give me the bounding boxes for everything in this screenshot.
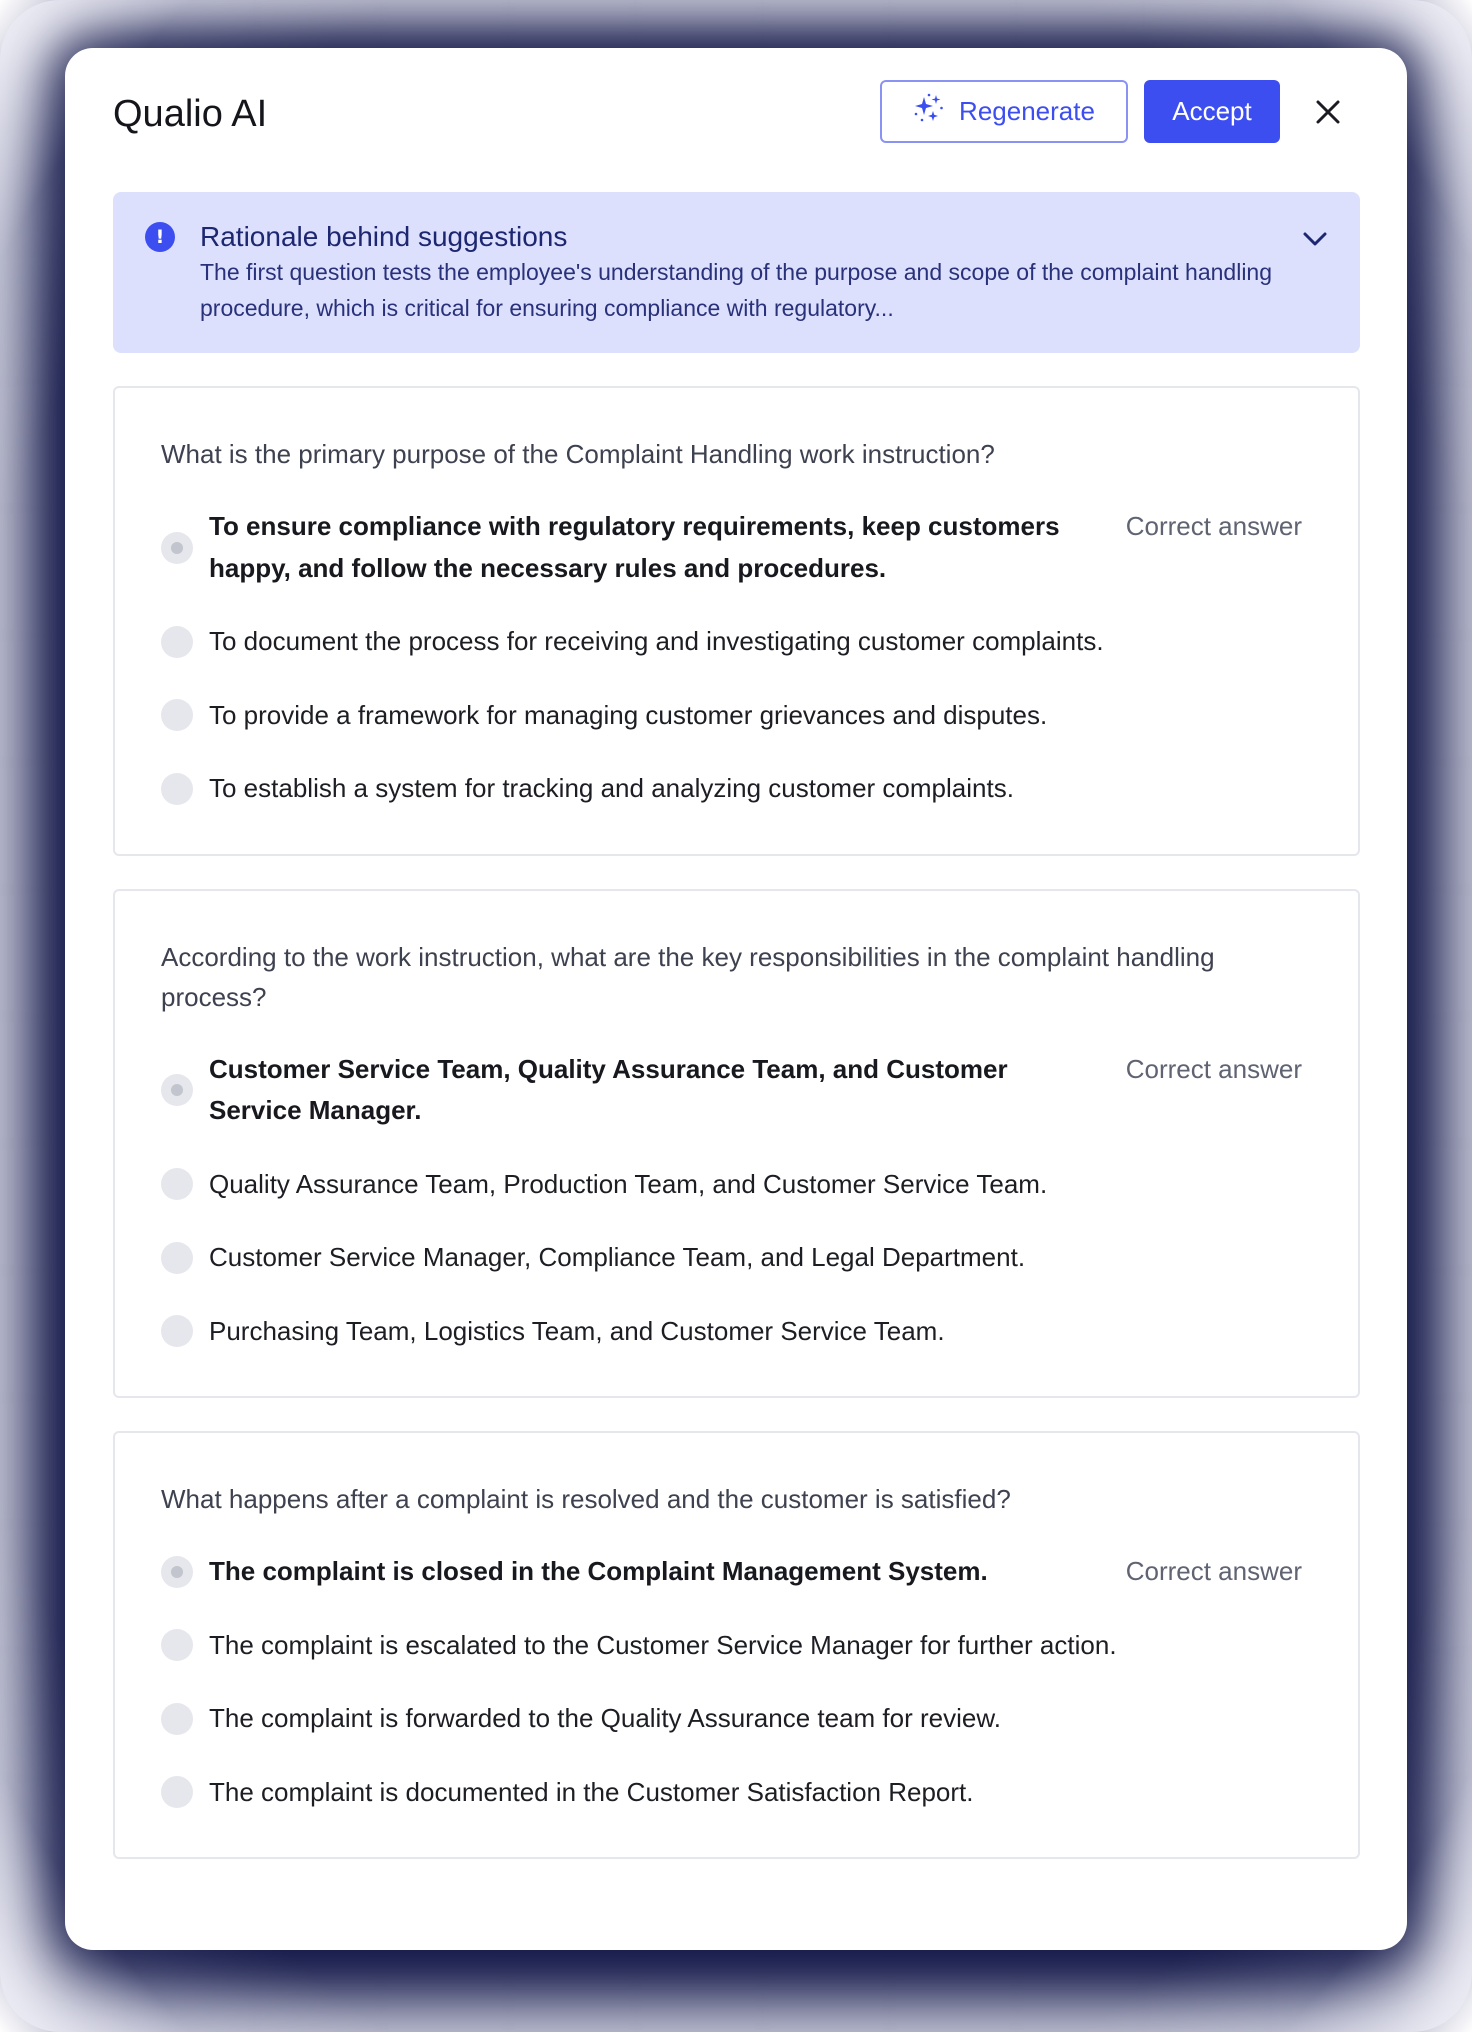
regenerate-label: Regenerate: [959, 96, 1095, 126]
radio-button[interactable]: [161, 699, 193, 731]
option-text: The complaint is escalated to the Customer Service Manager for further action.: [209, 1629, 1117, 1660]
answer-option[interactable]: [161, 1311, 1302, 1353]
answer-option[interactable]: [161, 695, 1302, 737]
question-card: [113, 889, 1360, 1399]
banner-title: Rationale behind suggestions: [200, 221, 568, 252]
question-text: According to the work instruction, what are the key responsibilities in the complaint handling process?: [161, 941, 1215, 1012]
question-text: What happens after a complaint is resolved and the customer is satisfied?: [161, 1484, 1011, 1514]
answer-option-correct[interactable]: [161, 1551, 1302, 1593]
radio-button[interactable]: [161, 1556, 193, 1588]
close-icon: [1313, 97, 1343, 127]
radio-button[interactable]: [161, 773, 193, 805]
answer-option[interactable]: [161, 1625, 1302, 1667]
radio-dot: [171, 542, 183, 554]
option-text: The complaint is documented in the Customer Satisfaction Report.: [209, 1776, 974, 1807]
rationale-banner: [113, 192, 1360, 353]
question-card: [113, 386, 1360, 856]
radio-button[interactable]: [161, 532, 193, 564]
correct-answer-label: Correct answer: [1125, 1556, 1302, 1586]
answer-options: [161, 506, 1302, 810]
modal-header: [65, 48, 1407, 178]
modal-title: Qualio AI: [113, 93, 268, 135]
option-text: Customer Service Team, Quality Assurance Team, and Customer Service Manager.: [209, 1053, 1008, 1125]
question-list: [113, 386, 1360, 1859]
option-text: The complaint is closed in the Complaint Management System.: [209, 1556, 988, 1586]
option-text: Customer Service Manager, Compliance Team, and Legal Department.: [209, 1242, 1026, 1272]
radio-button[interactable]: [161, 1242, 193, 1274]
sparkles-icon: [913, 92, 945, 131]
qualio-ai-modal: [65, 48, 1407, 1950]
radio-button[interactable]: [161, 1703, 193, 1735]
chevron-down-icon[interactable]: [1300, 228, 1330, 250]
option-text: To ensure compliance with regulatory requirements, keep customers happy, and follow the necessary rules and procedures.: [209, 511, 1060, 583]
correct-answer-label: Correct answer: [1125, 511, 1302, 541]
option-text: The complaint is forwarded to the Quality Assurance team for review.: [209, 1703, 1001, 1733]
radio-button[interactable]: [161, 1168, 193, 1200]
info-alert-icon: !: [145, 222, 175, 252]
radio-dot: [171, 1084, 183, 1096]
answer-option[interactable]: [161, 621, 1302, 663]
answer-option[interactable]: [161, 1698, 1302, 1740]
option-text: To establish a system for tracking and analyzing customer complaints.: [209, 773, 1014, 803]
radio-button[interactable]: [161, 626, 193, 658]
banner-body: The first question tests the employee's understanding of the purpose and scope of the complaint handling procedure, which is critical for ensuring compliance with regulatory...: [200, 259, 1273, 321]
close-button[interactable]: [1310, 94, 1346, 130]
answer-options: [161, 1551, 1302, 1813]
answer-option-correct[interactable]: [161, 1049, 1302, 1132]
option-text: To provide a framework for managing customer grievances and disputes.: [209, 699, 1048, 730]
answer-option[interactable]: [161, 1164, 1302, 1206]
answer-option[interactable]: [161, 768, 1302, 810]
accept-button[interactable]: Accept: [1144, 80, 1280, 143]
answer-options: [161, 1049, 1302, 1353]
radio-button[interactable]: [161, 1315, 193, 1347]
question-card: [113, 1431, 1360, 1859]
radio-button[interactable]: [161, 1074, 193, 1106]
radio-button[interactable]: [161, 1629, 193, 1661]
regenerate-button[interactable]: [880, 80, 1128, 143]
answer-option[interactable]: [161, 1237, 1302, 1279]
option-text: Purchasing Team, Logistics Team, and Customer Service Team.: [209, 1315, 945, 1346]
radio-dot: [171, 1566, 183, 1578]
answer-option[interactable]: [161, 1772, 1302, 1814]
radio-button[interactable]: [161, 1776, 193, 1808]
answer-option-correct[interactable]: [161, 506, 1302, 589]
correct-answer-label: Correct answer: [1125, 1053, 1302, 1084]
option-text: To document the process for receiving and investigating customer complaints.: [209, 626, 1104, 656]
question-text: What is the primary purpose of the Complaint Handling work instruction?: [161, 439, 995, 469]
option-text: Quality Assurance Team, Production Team, and Customer Service Team.: [209, 1168, 1048, 1199]
